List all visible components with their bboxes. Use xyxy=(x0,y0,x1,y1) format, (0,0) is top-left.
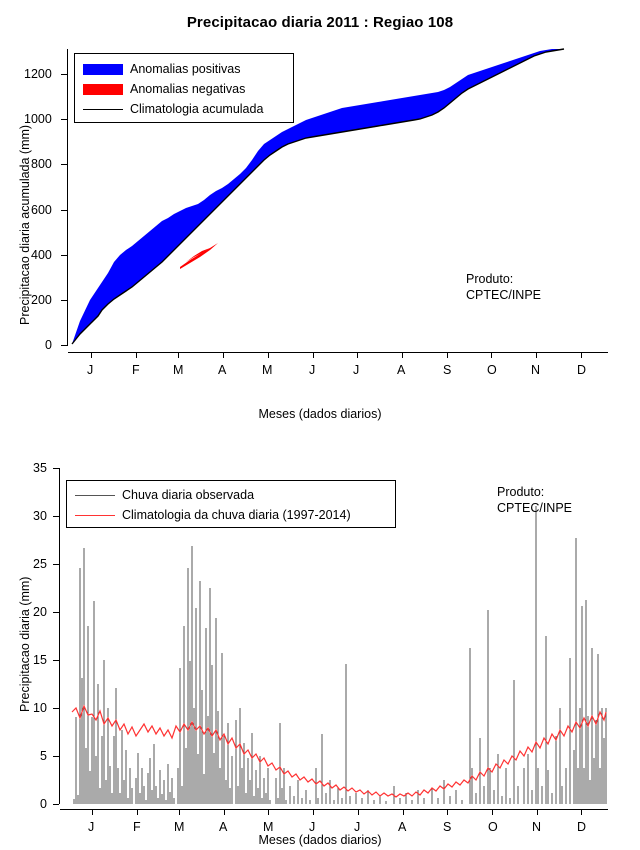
bottom-x-tick-oct xyxy=(492,809,493,815)
top-y-axis xyxy=(67,49,68,346)
legend-item-negative xyxy=(75,79,293,99)
page-title: Precipitacao diaria 2011 : Regiao 108 xyxy=(186,14,454,31)
bottom-x-label-feb: F xyxy=(133,820,141,834)
bottom-y-tick-0 xyxy=(53,804,59,805)
top-x-label-jan: J xyxy=(87,363,94,377)
top-x-label-aug: A xyxy=(397,363,406,377)
bottom-y-label-30: 30 xyxy=(33,509,47,523)
bottom-y-tick-20 xyxy=(53,612,59,613)
legend-label-positive: Anomalias positivas xyxy=(130,62,241,76)
bottom-y-tick-10 xyxy=(53,708,59,709)
top-x-label-oct: O xyxy=(487,363,497,377)
legend-swatch-negative-icon xyxy=(83,84,123,95)
daily-climatology-line xyxy=(72,706,606,797)
top-y-label-200: 200 xyxy=(31,293,52,307)
top-x-label-dec: D xyxy=(577,363,587,377)
bottom-x-label-sep: S xyxy=(443,820,452,834)
top-x-label-jul: J xyxy=(353,363,360,377)
top-x-label-jun: J xyxy=(309,363,316,377)
legend-item-climatology xyxy=(75,99,293,119)
bottom-produto-line1: Produto: xyxy=(497,485,545,499)
bottom-x-tick-jan xyxy=(92,809,93,815)
observed-daily-bars xyxy=(74,506,606,804)
bottom-y-axis-title: Precipitacao diaria (mm) xyxy=(18,576,32,712)
top-x-tick-jun xyxy=(313,352,314,358)
bottom-x-tick-apr xyxy=(224,809,225,815)
top-y-label-600: 600 xyxy=(31,203,52,217)
top-x-tick-oct xyxy=(491,352,492,358)
legend-label-negative: Anomalias negativas xyxy=(130,82,246,96)
bottom-y-axis xyxy=(59,468,60,804)
bottom-y-tick-25 xyxy=(53,564,59,565)
bottom-x-label-apr: A xyxy=(219,820,228,834)
negative-anomaly-area xyxy=(186,248,210,262)
bottom-y-label-10: 10 xyxy=(33,701,47,715)
top-x-label-apr: A xyxy=(218,363,227,377)
top-x-label-sep: S xyxy=(443,363,452,377)
top-legend xyxy=(74,53,294,123)
bottom-y-label-35: 35 xyxy=(33,461,47,475)
negative-anomaly-area-2 xyxy=(180,243,218,269)
legend-label-observed: Chuva diaria observada xyxy=(122,488,255,502)
top-x-label-may: M xyxy=(262,363,273,377)
legend-label-climatology: Climatologia acumulada xyxy=(130,102,264,116)
top-x-label-mar: M xyxy=(173,363,184,377)
legend-swatch-observed-icon xyxy=(75,495,115,496)
top-y-label-0: 0 xyxy=(45,338,52,352)
top-y-tick-800 xyxy=(61,164,67,165)
bottom-x-tick-jul xyxy=(358,809,359,815)
legend-label-daily-climatology: Climatologia da chuva diaria (1997-2014) xyxy=(122,508,351,522)
top-x-tick-jan xyxy=(91,352,92,358)
top-x-tick-apr xyxy=(223,352,224,358)
legend-item-observed xyxy=(67,485,395,505)
top-produto-line1: Produto: xyxy=(466,272,514,286)
top-x-label-feb: F xyxy=(132,363,140,377)
top-y-label-800: 800 xyxy=(31,157,52,171)
top-y-tick-200 xyxy=(61,300,67,301)
bottom-x-tick-dec xyxy=(581,809,582,815)
bottom-chart-panel xyxy=(0,430,640,850)
top-y-label-1000: 1000 xyxy=(24,112,52,126)
bottom-x-label-mar: M xyxy=(174,820,185,834)
bottom-y-label-15: 15 xyxy=(33,653,47,667)
bottom-x-label-nov: N xyxy=(532,820,542,834)
top-y-axis-title: Precipitacao diaria acumulada (mm) xyxy=(18,124,32,325)
top-y-tick-0 xyxy=(61,345,67,346)
bottom-x-tick-mar xyxy=(179,809,180,815)
bottom-x-label-jul: J xyxy=(354,820,361,834)
legend-item-daily-climatology xyxy=(67,505,395,525)
top-x-tick-may xyxy=(268,352,269,358)
legend-swatch-climatology-icon xyxy=(83,109,123,110)
top-x-tick-sep xyxy=(447,352,448,358)
top-y-tick-600 xyxy=(61,210,67,211)
legend-item-positive xyxy=(75,59,293,79)
legend-swatch-positive-icon xyxy=(83,64,123,75)
top-x-tick-nov xyxy=(536,352,537,358)
top-x-axis xyxy=(68,352,608,353)
bottom-produto-line2: CPTEC/INPE xyxy=(497,501,573,515)
bottom-legend xyxy=(66,480,396,528)
top-x-tick-feb xyxy=(136,352,137,358)
top-x-tick-mar xyxy=(178,352,179,358)
bottom-produto-annotation xyxy=(497,484,572,516)
top-y-label-400: 400 xyxy=(31,248,52,262)
top-x-tick-dec xyxy=(581,352,582,358)
top-y-tick-400 xyxy=(61,255,67,256)
bottom-y-tick-35 xyxy=(53,468,59,469)
bottom-y-label-25: 25 xyxy=(33,557,47,571)
bottom-y-tick-15 xyxy=(53,660,59,661)
top-x-axis-title: Meses (dados diarios) xyxy=(258,407,382,421)
bottom-x-tick-aug xyxy=(403,809,404,815)
bottom-x-label-jan: J xyxy=(88,820,95,834)
top-x-tick-jul xyxy=(357,352,358,358)
bottom-x-tick-jun xyxy=(313,809,314,815)
bottom-y-label-0: 0 xyxy=(40,797,47,811)
bottom-x-tick-sep xyxy=(447,809,448,815)
legend-swatch-daily-climatology-icon xyxy=(75,515,115,516)
bottom-x-label-dec: D xyxy=(577,820,587,834)
bottom-x-axis-title: Meses (dados diarios) xyxy=(258,833,382,847)
bottom-x-label-may: M xyxy=(263,820,274,834)
bottom-x-label-jun: J xyxy=(309,820,316,834)
top-produto-annotation xyxy=(466,271,541,303)
bottom-x-axis xyxy=(60,809,608,810)
bottom-x-label-aug: A xyxy=(398,820,407,834)
top-x-label-nov: N xyxy=(531,363,541,377)
bottom-y-tick-5 xyxy=(53,756,59,757)
top-produto-line2: CPTEC/INPE xyxy=(466,288,542,302)
bottom-x-tick-feb xyxy=(137,809,138,815)
bottom-x-tick-may xyxy=(268,809,269,815)
top-y-label-1200: 1200 xyxy=(24,67,52,81)
top-y-tick-1000 xyxy=(61,119,67,120)
bottom-y-tick-30 xyxy=(53,516,59,517)
bottom-y-label-20: 20 xyxy=(33,605,47,619)
top-y-tick-1200 xyxy=(61,74,67,75)
bottom-x-tick-nov xyxy=(537,809,538,815)
bottom-x-label-oct: O xyxy=(488,820,498,834)
top-x-tick-aug xyxy=(402,352,403,358)
bottom-y-label-5: 5 xyxy=(40,749,47,763)
